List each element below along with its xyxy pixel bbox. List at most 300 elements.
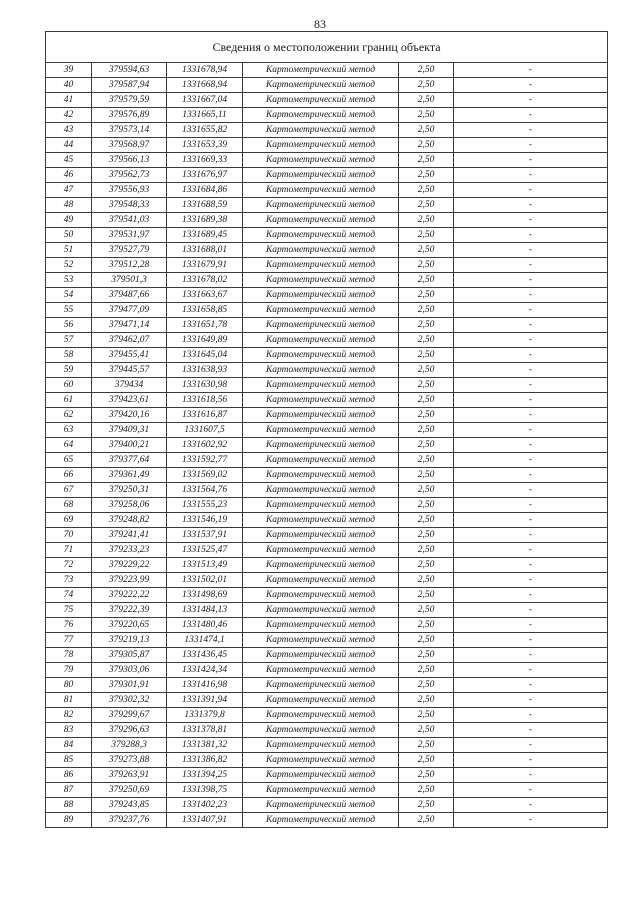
description-cell: - xyxy=(454,783,608,798)
description-cell: - xyxy=(454,288,608,303)
point-number-cell: 77 xyxy=(46,633,92,648)
coord-y-cell: 1331684,86 xyxy=(167,183,243,198)
precision-cell: 2,50 xyxy=(399,753,454,768)
description-cell: - xyxy=(454,588,608,603)
table-row xyxy=(46,783,608,798)
precision-cell: 2,50 xyxy=(399,228,454,243)
coord-x-cell: 379299,67 xyxy=(92,708,167,723)
coord-y-cell: 1331645,04 xyxy=(167,348,243,363)
description-cell: - xyxy=(454,513,608,528)
method-cell: Картометрический метод xyxy=(243,798,399,813)
method-cell: Картометрический метод xyxy=(243,573,399,588)
precision-cell: 2,50 xyxy=(399,423,454,438)
precision-cell: 2,50 xyxy=(399,528,454,543)
description-cell: - xyxy=(454,123,608,138)
coord-y-cell: 1331386,82 xyxy=(167,753,243,768)
precision-cell: 2,50 xyxy=(399,708,454,723)
table-row xyxy=(46,573,608,588)
description-cell: - xyxy=(454,753,608,768)
point-number-cell: 47 xyxy=(46,183,92,198)
coord-x-cell: 379302,32 xyxy=(92,693,167,708)
table-row xyxy=(46,78,608,93)
method-cell: Картометрический метод xyxy=(243,723,399,738)
method-cell: Картометрический метод xyxy=(243,213,399,228)
point-number-cell: 48 xyxy=(46,198,92,213)
coord-x-cell: 379423,61 xyxy=(92,393,167,408)
method-cell: Картометрический метод xyxy=(243,768,399,783)
table-row xyxy=(46,378,608,393)
method-cell: Картометрический метод xyxy=(243,708,399,723)
coord-y-cell: 1331651,78 xyxy=(167,318,243,333)
precision-cell: 2,50 xyxy=(399,138,454,153)
coord-x-cell: 379512,28 xyxy=(92,258,167,273)
description-cell: - xyxy=(454,483,608,498)
coord-y-cell: 1331688,01 xyxy=(167,243,243,258)
description-cell: - xyxy=(454,378,608,393)
table-row xyxy=(46,228,608,243)
point-number-cell: 50 xyxy=(46,228,92,243)
method-cell: Картометрический метод xyxy=(243,618,399,633)
precision-cell: 2,50 xyxy=(399,153,454,168)
coord-y-cell: 1331655,82 xyxy=(167,123,243,138)
coord-x-cell: 379223,99 xyxy=(92,573,167,588)
precision-cell: 2,50 xyxy=(399,723,454,738)
method-cell: Картометрический метод xyxy=(243,303,399,318)
point-number-cell: 60 xyxy=(46,378,92,393)
description-cell: - xyxy=(454,798,608,813)
table-row xyxy=(46,408,608,423)
precision-cell: 2,50 xyxy=(399,273,454,288)
method-cell: Картометрический метод xyxy=(243,663,399,678)
point-number-cell: 67 xyxy=(46,483,92,498)
coord-x-cell: 379568,97 xyxy=(92,138,167,153)
table-row xyxy=(46,333,608,348)
method-cell: Картометрический метод xyxy=(243,78,399,93)
coord-x-cell: 379220,65 xyxy=(92,618,167,633)
precision-cell: 2,50 xyxy=(399,738,454,753)
method-cell: Картометрический метод xyxy=(243,183,399,198)
coord-x-cell: 379233,23 xyxy=(92,543,167,558)
point-number-cell: 49 xyxy=(46,213,92,228)
description-cell: - xyxy=(454,153,608,168)
table-row xyxy=(46,618,608,633)
table-row xyxy=(46,468,608,483)
point-number-cell: 82 xyxy=(46,708,92,723)
method-cell: Картометрический метод xyxy=(243,108,399,123)
method-cell: Картометрический метод xyxy=(243,498,399,513)
table-row xyxy=(46,303,608,318)
description-cell: - xyxy=(454,423,608,438)
coord-y-cell: 1331502,01 xyxy=(167,573,243,588)
coord-x-cell: 379241,41 xyxy=(92,528,167,543)
description-cell: - xyxy=(454,678,608,693)
coord-x-cell: 379576,89 xyxy=(92,108,167,123)
point-number-cell: 40 xyxy=(46,78,92,93)
coord-x-cell: 379243,85 xyxy=(92,798,167,813)
description-cell: - xyxy=(454,303,608,318)
point-number-cell: 62 xyxy=(46,408,92,423)
table-row xyxy=(46,558,608,573)
precision-cell: 2,50 xyxy=(399,588,454,603)
coord-y-cell: 1331564,76 xyxy=(167,483,243,498)
precision-cell: 2,50 xyxy=(399,633,454,648)
coord-y-cell: 1331546,19 xyxy=(167,513,243,528)
coord-y-cell: 1331689,45 xyxy=(167,228,243,243)
precision-cell: 2,50 xyxy=(399,288,454,303)
description-cell: - xyxy=(454,693,608,708)
table-row xyxy=(46,183,608,198)
coord-y-cell: 1331616,87 xyxy=(167,408,243,423)
point-number-cell: 58 xyxy=(46,348,92,363)
precision-cell: 2,50 xyxy=(399,108,454,123)
coord-y-cell: 1331513,49 xyxy=(167,558,243,573)
precision-cell: 2,50 xyxy=(399,333,454,348)
coord-x-cell: 379434 xyxy=(92,378,167,393)
point-number-cell: 85 xyxy=(46,753,92,768)
coord-x-cell: 379587,94 xyxy=(92,78,167,93)
precision-cell: 2,50 xyxy=(399,558,454,573)
description-cell: - xyxy=(454,183,608,198)
description-cell: - xyxy=(454,528,608,543)
method-cell: Картометрический метод xyxy=(243,648,399,663)
precision-cell: 2,50 xyxy=(399,123,454,138)
method-cell: Картометрический метод xyxy=(243,243,399,258)
method-cell: Картометрический метод xyxy=(243,678,399,693)
point-number-cell: 86 xyxy=(46,768,92,783)
table-row xyxy=(46,438,608,453)
coord-x-cell: 379462,07 xyxy=(92,333,167,348)
coord-y-cell: 1331663,67 xyxy=(167,288,243,303)
description-cell: - xyxy=(454,468,608,483)
coord-y-cell: 1331407,91 xyxy=(167,813,243,828)
precision-cell: 2,50 xyxy=(399,183,454,198)
precision-cell: 2,50 xyxy=(399,648,454,663)
table-row xyxy=(46,258,608,273)
table-row xyxy=(46,543,608,558)
coord-x-cell: 379222,39 xyxy=(92,603,167,618)
description-cell: - xyxy=(454,648,608,663)
point-number-cell: 39 xyxy=(46,63,92,78)
table-row xyxy=(46,603,608,618)
coord-x-cell: 379531,97 xyxy=(92,228,167,243)
table-row xyxy=(46,318,608,333)
coord-x-cell: 379487,66 xyxy=(92,288,167,303)
coord-y-cell: 1331602,92 xyxy=(167,438,243,453)
coord-x-cell: 379501,3 xyxy=(92,273,167,288)
method-cell: Картометрический метод xyxy=(243,468,399,483)
table-row xyxy=(46,363,608,378)
table-row xyxy=(46,168,608,183)
point-number-cell: 68 xyxy=(46,498,92,513)
table-caption: Сведения о местоположении границ объекта xyxy=(46,32,608,63)
description-cell: - xyxy=(454,633,608,648)
point-number-cell: 81 xyxy=(46,693,92,708)
point-number-cell: 78 xyxy=(46,648,92,663)
method-cell: Картометрический метод xyxy=(243,378,399,393)
table-row xyxy=(46,798,608,813)
point-number-cell: 53 xyxy=(46,273,92,288)
table-row xyxy=(46,153,608,168)
precision-cell: 2,50 xyxy=(399,543,454,558)
coord-y-cell: 1331638,93 xyxy=(167,363,243,378)
precision-cell: 2,50 xyxy=(399,483,454,498)
coord-y-cell: 1331394,25 xyxy=(167,768,243,783)
coord-x-cell: 379258,06 xyxy=(92,498,167,513)
coord-x-cell: 379377,64 xyxy=(92,453,167,468)
method-cell: Картометрический метод xyxy=(243,168,399,183)
method-cell: Картометрический метод xyxy=(243,693,399,708)
precision-cell: 2,50 xyxy=(399,78,454,93)
description-cell: - xyxy=(454,393,608,408)
coord-y-cell: 1331667,04 xyxy=(167,93,243,108)
coord-x-cell: 379237,76 xyxy=(92,813,167,828)
coord-x-cell: 379229,22 xyxy=(92,558,167,573)
coord-y-cell: 1331649,89 xyxy=(167,333,243,348)
coord-x-cell: 379471,14 xyxy=(92,318,167,333)
coord-y-cell: 1331678,94 xyxy=(167,63,243,78)
table-row xyxy=(46,273,608,288)
table-row xyxy=(46,528,608,543)
coord-y-cell: 1331525,47 xyxy=(167,543,243,558)
coord-x-cell: 379455,41 xyxy=(92,348,167,363)
precision-cell: 2,50 xyxy=(399,318,454,333)
point-number-cell: 57 xyxy=(46,333,92,348)
precision-cell: 2,50 xyxy=(399,258,454,273)
table-row xyxy=(46,393,608,408)
point-number-cell: 79 xyxy=(46,663,92,678)
precision-cell: 2,50 xyxy=(399,393,454,408)
coord-y-cell: 1331688,59 xyxy=(167,198,243,213)
precision-cell: 2,50 xyxy=(399,513,454,528)
table-row xyxy=(46,513,608,528)
coord-x-cell: 379548,33 xyxy=(92,198,167,213)
description-cell: - xyxy=(454,543,608,558)
table-row xyxy=(46,633,608,648)
table-row xyxy=(46,423,608,438)
coord-y-cell: 1331679,91 xyxy=(167,258,243,273)
point-number-cell: 69 xyxy=(46,513,92,528)
point-number-cell: 45 xyxy=(46,153,92,168)
table-row xyxy=(46,588,608,603)
method-cell: Картометрический метод xyxy=(243,558,399,573)
precision-cell: 2,50 xyxy=(399,693,454,708)
description-cell: - xyxy=(454,738,608,753)
method-cell: Картометрический метод xyxy=(243,63,399,78)
method-cell: Картометрический метод xyxy=(243,198,399,213)
coord-y-cell: 1331424,34 xyxy=(167,663,243,678)
point-number-cell: 66 xyxy=(46,468,92,483)
precision-cell: 2,50 xyxy=(399,348,454,363)
point-number-cell: 65 xyxy=(46,453,92,468)
precision-cell: 2,50 xyxy=(399,243,454,258)
point-number-cell: 89 xyxy=(46,813,92,828)
precision-cell: 2,50 xyxy=(399,573,454,588)
point-number-cell: 72 xyxy=(46,558,92,573)
table-row xyxy=(46,198,608,213)
description-cell: - xyxy=(454,663,608,678)
coord-y-cell: 1331480,46 xyxy=(167,618,243,633)
coord-y-cell: 1331398,75 xyxy=(167,783,243,798)
precision-cell: 2,50 xyxy=(399,93,454,108)
point-number-cell: 59 xyxy=(46,363,92,378)
precision-cell: 2,50 xyxy=(399,378,454,393)
point-number-cell: 55 xyxy=(46,303,92,318)
table-row xyxy=(46,288,608,303)
coord-y-cell: 1331537,91 xyxy=(167,528,243,543)
point-number-cell: 64 xyxy=(46,438,92,453)
coord-x-cell: 379303,06 xyxy=(92,663,167,678)
coord-x-cell: 379573,14 xyxy=(92,123,167,138)
coord-x-cell: 379301,91 xyxy=(92,678,167,693)
coord-x-cell: 379409,31 xyxy=(92,423,167,438)
description-cell: - xyxy=(454,213,608,228)
coord-y-cell: 1331402,23 xyxy=(167,798,243,813)
description-cell: - xyxy=(454,813,608,828)
point-number-cell: 41 xyxy=(46,93,92,108)
coord-x-cell: 379541,03 xyxy=(92,213,167,228)
description-cell: - xyxy=(454,78,608,93)
point-number-cell: 54 xyxy=(46,288,92,303)
coord-x-cell: 379556,93 xyxy=(92,183,167,198)
coord-y-cell: 1331668,94 xyxy=(167,78,243,93)
table-row xyxy=(46,243,608,258)
coord-x-cell: 379594,63 xyxy=(92,63,167,78)
method-cell: Картометрический метод xyxy=(243,273,399,288)
description-cell: - xyxy=(454,108,608,123)
coord-x-cell: 379361,49 xyxy=(92,468,167,483)
coord-x-cell: 379305,87 xyxy=(92,648,167,663)
table-row xyxy=(46,693,608,708)
coord-x-cell: 379527,79 xyxy=(92,243,167,258)
coord-y-cell: 1331665,11 xyxy=(167,108,243,123)
precision-cell: 2,50 xyxy=(399,498,454,513)
point-number-cell: 51 xyxy=(46,243,92,258)
coord-y-cell: 1331676,97 xyxy=(167,168,243,183)
method-cell: Картометрический метод xyxy=(243,363,399,378)
method-cell: Картометрический метод xyxy=(243,753,399,768)
precision-cell: 2,50 xyxy=(399,198,454,213)
coord-x-cell: 379288,3 xyxy=(92,738,167,753)
table-row xyxy=(46,753,608,768)
method-cell: Картометрический метод xyxy=(243,783,399,798)
description-cell: - xyxy=(454,168,608,183)
description-cell: - xyxy=(454,228,608,243)
coord-x-cell: 379579,59 xyxy=(92,93,167,108)
precision-cell: 2,50 xyxy=(399,168,454,183)
method-cell: Картометрический метод xyxy=(243,738,399,753)
method-cell: Картометрический метод xyxy=(243,423,399,438)
point-number-cell: 74 xyxy=(46,588,92,603)
description-cell: - xyxy=(454,363,608,378)
method-cell: Картометрический метод xyxy=(243,483,399,498)
description-cell: - xyxy=(454,138,608,153)
precision-cell: 2,50 xyxy=(399,678,454,693)
point-number-cell: 63 xyxy=(46,423,92,438)
description-cell: - xyxy=(454,573,608,588)
method-cell: Картометрический метод xyxy=(243,138,399,153)
method-cell: Картометрический метод xyxy=(243,453,399,468)
point-number-cell: 76 xyxy=(46,618,92,633)
method-cell: Картометрический метод xyxy=(243,228,399,243)
precision-cell: 2,50 xyxy=(399,63,454,78)
coord-x-cell: 379248,82 xyxy=(92,513,167,528)
table-row xyxy=(46,678,608,693)
coord-y-cell: 1331658,85 xyxy=(167,303,243,318)
precision-cell: 2,50 xyxy=(399,663,454,678)
table-row xyxy=(46,768,608,783)
description-cell: - xyxy=(454,558,608,573)
table-row xyxy=(46,138,608,153)
coord-x-cell: 379273,88 xyxy=(92,753,167,768)
coord-x-cell: 379263,91 xyxy=(92,768,167,783)
coord-y-cell: 1331391,94 xyxy=(167,693,243,708)
table-row xyxy=(46,108,608,123)
coord-x-cell: 379250,31 xyxy=(92,483,167,498)
table-row xyxy=(46,663,608,678)
table-row xyxy=(46,708,608,723)
coord-y-cell: 1331474,1 xyxy=(167,633,243,648)
description-cell: - xyxy=(454,603,608,618)
precision-cell: 2,50 xyxy=(399,438,454,453)
coord-y-cell: 1331678,02 xyxy=(167,273,243,288)
point-number-cell: 84 xyxy=(46,738,92,753)
page-number: 83 xyxy=(314,17,326,31)
coord-y-cell: 1331379,8 xyxy=(167,708,243,723)
point-number-cell: 70 xyxy=(46,528,92,543)
method-cell: Картометрический метод xyxy=(243,123,399,138)
precision-cell: 2,50 xyxy=(399,408,454,423)
method-cell: Картометрический метод xyxy=(243,438,399,453)
method-cell: Картометрический метод xyxy=(243,543,399,558)
description-cell: - xyxy=(454,318,608,333)
precision-cell: 2,50 xyxy=(399,618,454,633)
method-cell: Картометрический метод xyxy=(243,603,399,618)
precision-cell: 2,50 xyxy=(399,453,454,468)
precision-cell: 2,50 xyxy=(399,783,454,798)
coord-y-cell: 1331378,81 xyxy=(167,723,243,738)
description-cell: - xyxy=(454,438,608,453)
point-number-cell: 56 xyxy=(46,318,92,333)
description-cell: - xyxy=(454,768,608,783)
description-cell: - xyxy=(454,723,608,738)
boundary-points-table xyxy=(45,31,608,828)
precision-cell: 2,50 xyxy=(399,468,454,483)
coord-y-cell: 1331484,13 xyxy=(167,603,243,618)
table-row xyxy=(46,123,608,138)
precision-cell: 2,50 xyxy=(399,603,454,618)
table-row xyxy=(46,348,608,363)
coord-y-cell: 1331569,02 xyxy=(167,468,243,483)
table-row xyxy=(46,498,608,513)
method-cell: Картометрический метод xyxy=(243,633,399,648)
method-cell: Картометрический метод xyxy=(243,333,399,348)
method-cell: Картометрический метод xyxy=(243,588,399,603)
table-row xyxy=(46,483,608,498)
point-number-cell: 42 xyxy=(46,108,92,123)
table-row xyxy=(46,453,608,468)
coord-x-cell: 379296,63 xyxy=(92,723,167,738)
point-number-cell: 73 xyxy=(46,573,92,588)
description-cell: - xyxy=(454,243,608,258)
coord-x-cell: 379445,57 xyxy=(92,363,167,378)
coord-y-cell: 1331689,38 xyxy=(167,213,243,228)
table-body xyxy=(46,63,608,828)
method-cell: Картометрический метод xyxy=(243,258,399,273)
coord-x-cell: 379566,13 xyxy=(92,153,167,168)
table-row xyxy=(46,93,608,108)
method-cell: Картометрический метод xyxy=(243,513,399,528)
description-cell: - xyxy=(454,408,608,423)
